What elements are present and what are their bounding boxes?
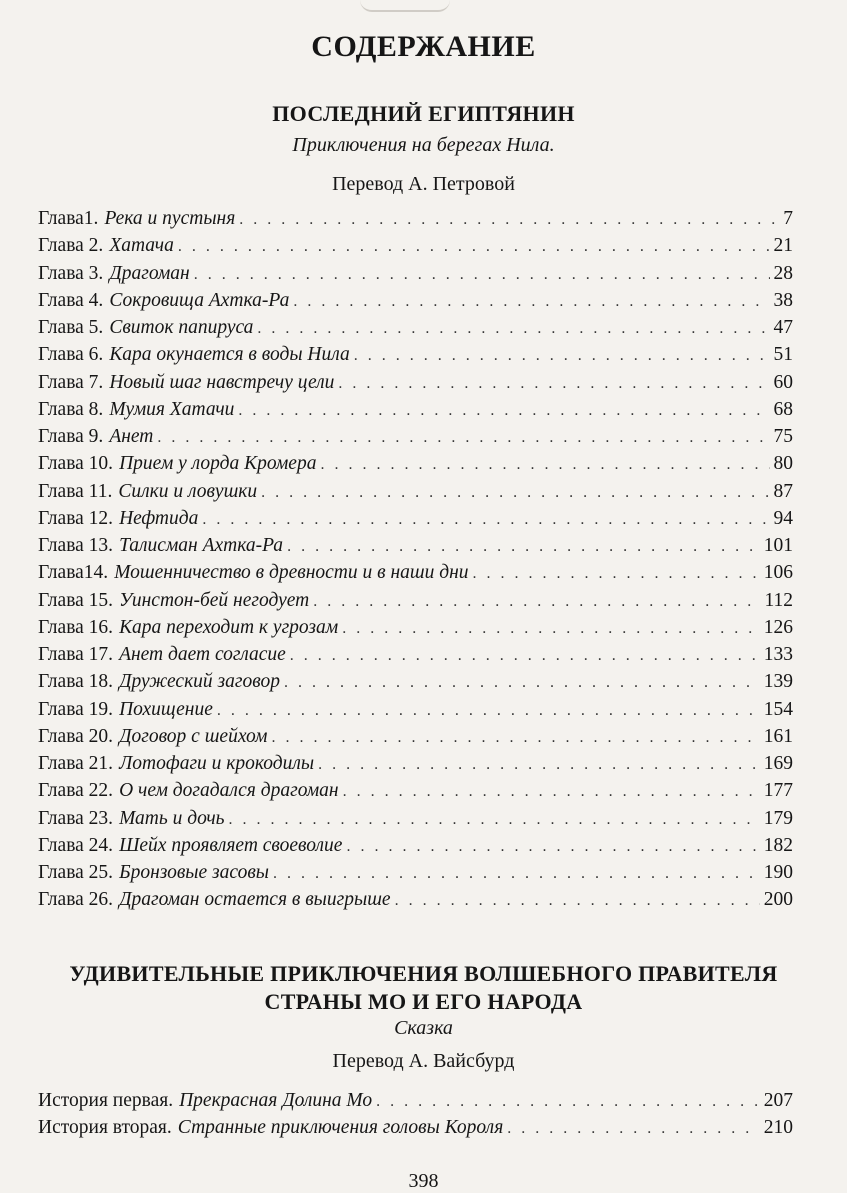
toc-entry-label: Глава 12. [38, 507, 114, 529]
decorative-ornament [360, 0, 450, 12]
toc-entry-title: Нефтида [119, 507, 199, 529]
section2-translator: Перевод А. Вайсбурд [332, 1050, 515, 1072]
toc-entry-title: Драгоман остается в выигрыше [119, 889, 391, 911]
toc-entry [38, 426, 793, 453]
toc-entry-label: Глава 24. [38, 834, 114, 856]
toc-entry-page: 126 [763, 616, 793, 638]
toc-entry-page: 21 [773, 235, 793, 257]
toc-entry-label: Глава1. [38, 208, 99, 229]
toc-entry-title: Анет [109, 426, 154, 447]
toc-dot-leader [354, 347, 770, 365]
toc-entry [38, 263, 793, 290]
toc-entry-page: 7 [783, 208, 793, 229]
toc-entry [38, 1090, 793, 1117]
toc-entry-page: 60 [773, 371, 793, 393]
toc-dot-leader [239, 211, 779, 229]
toc-entry-page: 87 [773, 480, 793, 502]
toc-entry-page: 47 [773, 317, 793, 338]
toc-entry-title: Похищение [119, 698, 213, 720]
toc-entry-label: История первая. [38, 1090, 174, 1111]
toc-dot-leader [318, 756, 760, 774]
toc-entry [38, 508, 793, 535]
toc-entry-title: Мать и дочь [119, 807, 225, 829]
toc-entry [38, 726, 793, 753]
toc-entry-page: 106 [763, 562, 793, 584]
toc-entry-title: Прекрасная Долина Мо [179, 1090, 373, 1111]
toc-entry-label: Глава 21. [38, 753, 114, 774]
toc-entry-page: 139 [763, 671, 793, 693]
toc-dot-leader [284, 674, 760, 692]
toc-dot-leader [257, 320, 769, 338]
toc-entry [38, 1117, 793, 1144]
contents-heading: СОДЕРЖАНИЕ [311, 30, 536, 63]
toc-dot-leader [229, 811, 760, 829]
toc-entry-page: 182 [763, 834, 793, 856]
toc-entry [38, 453, 793, 480]
toc-entry-page: 210 [763, 1117, 793, 1138]
section2-toc [38, 1090, 793, 1144]
toc-entry-page: 68 [773, 398, 793, 420]
toc-entry-title: Лотофаги и крокодилы [119, 753, 315, 774]
toc-dot-leader [178, 238, 770, 256]
toc-entry-title: Драгоман [109, 262, 190, 284]
toc-entry [38, 535, 793, 562]
toc-entry-label: Глава 13. [38, 535, 114, 556]
toc-entry-label: Глава 22. [38, 780, 114, 802]
toc-entry-title: Река и пустыня [104, 208, 236, 229]
toc-entry [38, 208, 793, 235]
toc-entry-page: 190 [763, 862, 793, 883]
toc-dot-leader [157, 429, 769, 447]
toc-entry [38, 808, 793, 835]
toc-entry-label: Глава 9. [38, 426, 104, 447]
toc-entry-page: 154 [763, 698, 793, 720]
toc-entry-page: 179 [763, 807, 793, 829]
toc-entry-label: Глава 10. [38, 453, 114, 475]
toc-entry-title: Мумия Хатачи [109, 398, 235, 420]
toc-dot-leader [313, 593, 760, 611]
toc-dot-leader [290, 647, 760, 665]
toc-dot-leader [343, 783, 760, 801]
toc-entry-page: 112 [764, 589, 793, 611]
toc-entry-label: История вторая. [38, 1117, 172, 1138]
toc-entry-title: Кара окунается в воды Нила [109, 344, 350, 366]
toc-dot-leader [194, 266, 770, 284]
page-number: 398 [408, 1170, 439, 1192]
toc-entry [38, 780, 793, 807]
toc-entry-title: Кара переходит к угрозам [119, 616, 339, 638]
section2-title-line1: УДИВИТЕЛЬНЫЕ ПРИКЛЮЧЕНИЯ ВОЛШЕБНОГО ПРАВИТЕЛЯ [69, 961, 778, 986]
toc-dot-leader [338, 375, 769, 393]
toc-entry [38, 562, 793, 589]
toc-entry-title: Анет дает согласие [119, 644, 286, 665]
section2-title-line2: СТРАНЫ МО И ЕГО НАРОДА [264, 989, 583, 1014]
toc-entry-label: Глава 17. [38, 644, 114, 665]
section1-translator: Перевод А. Петровой [332, 173, 515, 195]
toc-dot-leader [473, 565, 760, 583]
section2-subtitle: Сказка [394, 1017, 453, 1039]
toc-entry [38, 590, 793, 617]
toc-entry [38, 235, 793, 262]
toc-entry-label: Глава 25. [38, 862, 114, 883]
toc-entry [38, 399, 793, 426]
toc-entry-title: Бронзовые засовы [119, 862, 269, 883]
toc-entry [38, 372, 793, 399]
toc-entry-label: Глава 4. [38, 289, 104, 311]
toc-entry-page: 38 [773, 289, 793, 311]
section1-title: ПОСЛЕДНИЙ ЕГИПТЯНИН [272, 101, 575, 126]
toc-dot-leader [346, 838, 759, 856]
toc-dot-leader [395, 892, 760, 910]
toc-dot-leader [320, 456, 769, 474]
toc-entry-label: Глава14. [38, 562, 109, 584]
toc-entry-title: Договор с шейхом [119, 725, 268, 747]
toc-entry-page: 28 [773, 262, 793, 284]
toc-entry-page: 133 [763, 644, 793, 665]
toc-dot-leader [376, 1093, 760, 1111]
toc-entry-page: 80 [773, 453, 793, 475]
toc-dot-leader [238, 402, 769, 420]
toc-entry-page: 207 [763, 1090, 793, 1111]
toc-entry-page: 101 [763, 535, 793, 556]
toc-entry-label: Глава 18. [38, 671, 114, 693]
toc-entry-label: Глава 2. [38, 235, 104, 257]
toc-entry-title: Прием у лорда Кромера [119, 453, 317, 475]
toc-entry-page: 51 [773, 344, 793, 366]
toc-entry-title: О чем догадался драгоман [119, 780, 339, 802]
toc-dot-leader [273, 865, 760, 883]
toc-entry-label: Глава 11. [38, 480, 113, 502]
toc-entry [38, 617, 793, 644]
toc-dot-leader [271, 729, 759, 747]
toc-entry [38, 862, 793, 889]
toc-entry-title: Силки и ловушки [118, 480, 258, 502]
toc-entry-title: Хатача [109, 235, 174, 257]
toc-entry-label: Глава 19. [38, 698, 114, 720]
toc-entry-label: Глава 15. [38, 589, 114, 611]
toc-entry-title: Мошенничество в древности и в наши дни [114, 562, 469, 584]
toc-entry-title: Свиток папируса [109, 317, 254, 338]
toc-entry-label: Глава 7. [38, 371, 104, 393]
toc-dot-leader [342, 620, 760, 638]
toc-entry-label: Глава 3. [38, 262, 104, 284]
toc-entry [38, 699, 793, 726]
toc-entry-page: 177 [763, 780, 793, 802]
toc-entry [38, 317, 793, 344]
toc-entry-page: 94 [773, 507, 793, 529]
section1-subtitle: Приключения на берегах Нила. [292, 134, 555, 156]
toc-entry-label: Глава 8. [38, 398, 104, 420]
toc-entry-title: Странные приключения головы Короля [177, 1117, 504, 1138]
toc-entry-title: Новый шаг навстречу цели [109, 371, 335, 393]
toc-entry-label: Глава 23. [38, 807, 114, 829]
toc-entry-title: Уинстон-бей негодует [119, 589, 310, 611]
toc-entry [38, 835, 793, 862]
toc-entry-page: 161 [763, 725, 793, 747]
toc-entry-page: 169 [763, 753, 793, 774]
toc-entry [38, 290, 793, 317]
toc-entry-page: 200 [763, 889, 793, 911]
toc-entry-label: Глава 26. [38, 889, 114, 911]
toc-entry-page: 75 [773, 426, 793, 447]
toc-entry-title: Дружеский заговор [119, 671, 280, 693]
toc-entry [38, 671, 793, 698]
toc-entry-title: Сокровища Ахтка-Ра [109, 289, 290, 311]
toc-entry-title: Шейх проявляет своеволие [119, 834, 343, 856]
toc-entry-title: Талисман Ахтка-Ра [119, 535, 284, 556]
section1-toc [38, 208, 793, 917]
toc-dot-leader [202, 511, 769, 529]
toc-entry [38, 644, 793, 671]
toc-entry [38, 344, 793, 371]
toc-entry-label: Глава 20. [38, 725, 114, 747]
toc-entry-label: Глава 5. [38, 317, 104, 338]
toc-dot-leader [293, 293, 769, 311]
toc-entry [38, 753, 793, 780]
toc-entry [38, 481, 793, 508]
toc-entry-label: Глава 6. [38, 344, 104, 366]
toc-dot-leader [217, 702, 760, 720]
toc-dot-leader [507, 1120, 759, 1138]
toc-dot-leader [287, 538, 760, 556]
toc-entry-label: Глава 16. [38, 616, 114, 638]
toc-entry [38, 889, 793, 916]
toc-dot-leader [261, 484, 769, 502]
